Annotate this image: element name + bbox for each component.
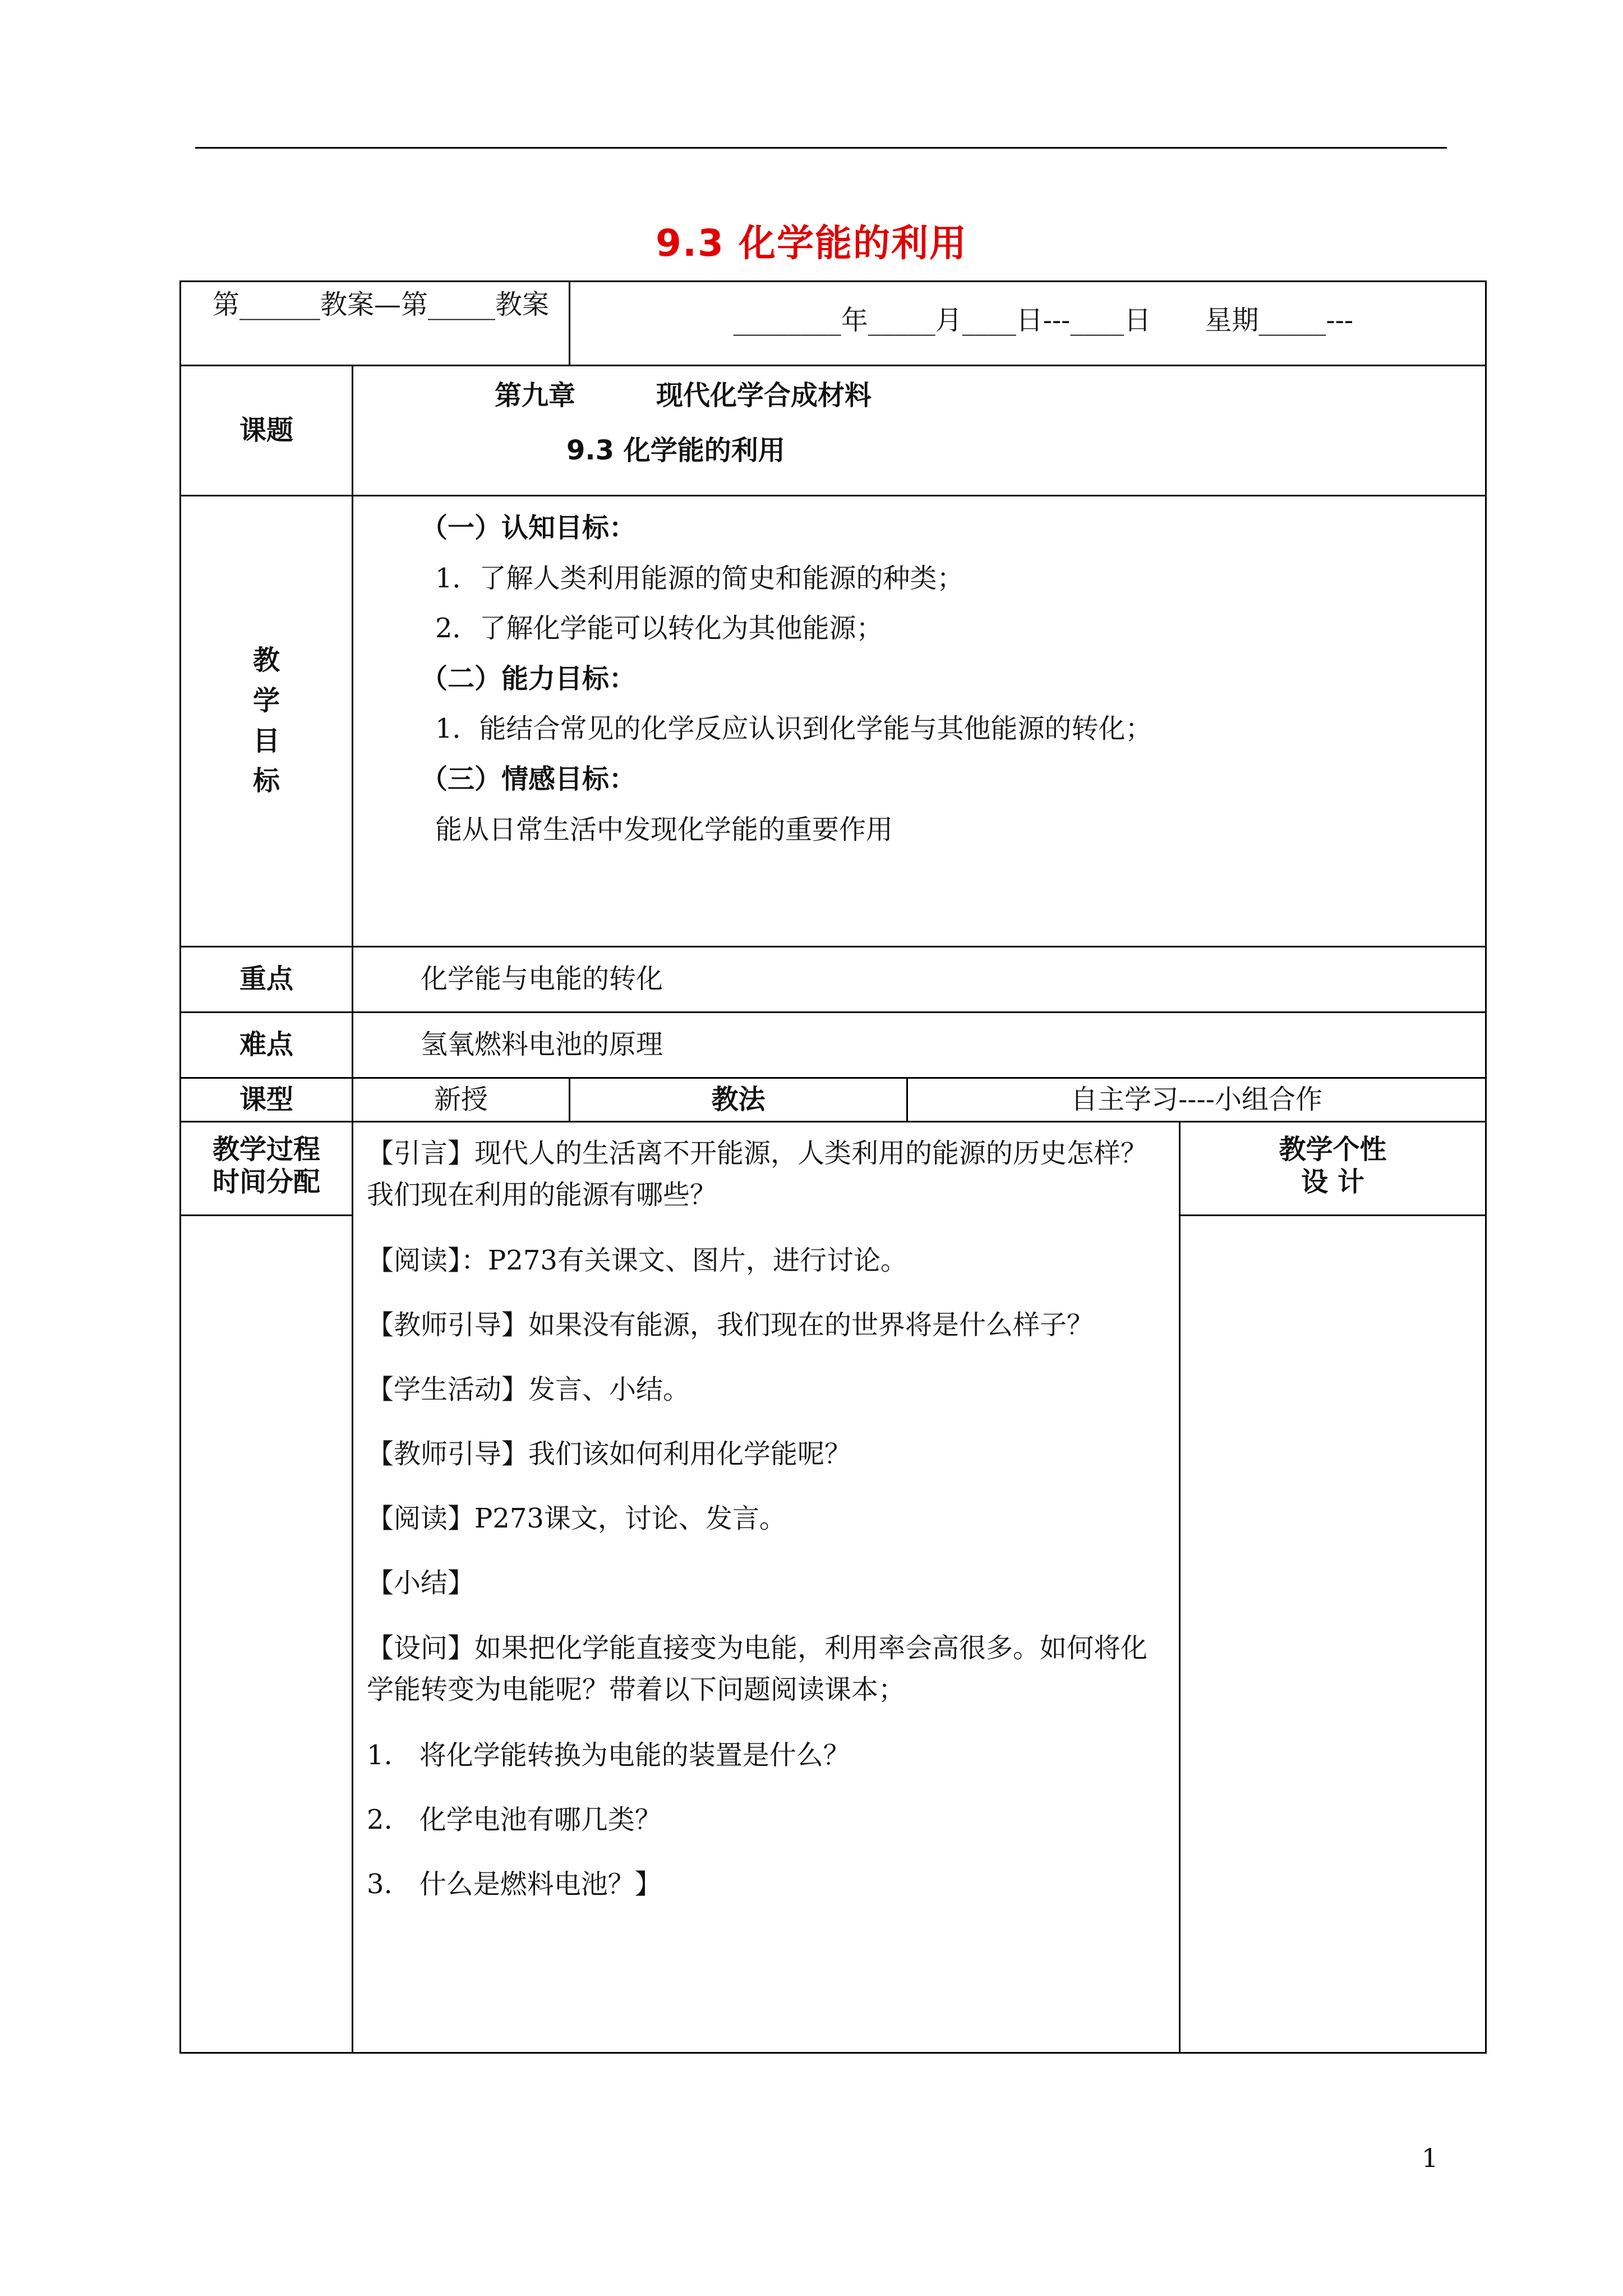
objective-heading-cognitive: （一）认知目标： — [421, 512, 637, 544]
process-time-header-line: 教学过程 — [212, 1134, 320, 1165]
lesson-type-label: 课型 — [181, 1078, 353, 1122]
objective-item: 1．了解人类利用能源的简史和能源的种类； — [435, 562, 964, 594]
process-time-header — [181, 1122, 353, 1216]
personal-design-header-line: 教学个性 — [1279, 1134, 1387, 1165]
key-point-text: 化学能与电能的转化 — [353, 947, 1486, 1013]
objective-item: 1．能结合常见的化学反应认识到化学能与其他能源的转化； — [435, 713, 1152, 745]
objectives-label-char: 学 — [252, 684, 280, 716]
teaching-method-value: 自主学习----小组合作 — [907, 1078, 1486, 1122]
personal-design-header — [1180, 1122, 1486, 1216]
process-paragraph: 【阅读】：P273有关课文、图片，进行讨论。 — [367, 1244, 907, 1276]
lesson-number: 第______教案—第_____教案 — [181, 282, 570, 366]
page-number: 1 — [1422, 2143, 1438, 2173]
personal-design-header-line: 设 计 — [1301, 1166, 1364, 1198]
process-header-row — [181, 1122, 1486, 1216]
key-point-label: 重点 — [181, 947, 353, 1013]
difficulty-row — [181, 1013, 1486, 1078]
objectives-row — [181, 496, 1486, 947]
process-paragraph: 【学生活动】发言、小结。 — [367, 1373, 690, 1405]
topic-row — [181, 366, 1486, 496]
process-paragraph: 【教师引导】如果没有能源，我们现在的世界将是什么样子？ — [367, 1309, 1094, 1341]
process-question-item: 2. 化学电池有哪几类？ — [367, 1803, 662, 1835]
difficulty-text: 氢氧燃料电池的原理 — [353, 1013, 1486, 1078]
objectives-content — [353, 496, 1486, 947]
topic-section: 9.3 化学能的利用 — [566, 434, 785, 466]
topic-chapter: 第九章 现代化学合成材料 — [495, 380, 872, 411]
lesson-type-value: 新授 — [353, 1078, 570, 1122]
document-title: 9.3 化学能的利用 — [656, 222, 967, 265]
date-line: ________年_____月____日---____日 星期_____--- — [570, 282, 1486, 366]
objectives-label — [181, 496, 353, 947]
objective-heading-emotion: （三）情感目标： — [421, 763, 637, 795]
process-paragraph: 【教师引导】我们该如何利用化学能呢？ — [367, 1438, 852, 1470]
objective-item: 能从日常生活中发现化学能的重要作用 — [435, 813, 893, 845]
process-intro: 【引言】现代人的生活离不开能源，人类利用的能源的历史怎样？我们现在利用的能源有哪些？ — [367, 1138, 1148, 1211]
topic-content — [353, 366, 1486, 496]
time-allocation-cell — [181, 1216, 353, 2053]
key-point-row — [181, 947, 1486, 1013]
objectives-label-char: 目 — [252, 725, 280, 757]
teaching-process-content — [353, 1122, 1180, 2053]
lesson-plan-table — [179, 280, 1487, 2054]
process-question-item: 3. 什么是燃料电池？】 — [367, 1868, 662, 1900]
process-paragraph: 【小结】 — [367, 1567, 475, 1599]
process-time-header-line: 时间分配 — [212, 1166, 320, 1198]
personal-design-cell — [1180, 1216, 1486, 2053]
process-question: 【设问】如果把化学能直接变为电能，利用率会高很多。如何将化学能转变为电能呢？带着以下问题阅读课本； — [367, 1632, 1148, 1706]
teaching-method-label: 教法 — [570, 1078, 907, 1122]
objectives-label-char: 标 — [252, 765, 280, 797]
topic-label: 课题 — [181, 366, 353, 496]
header-row — [181, 282, 1486, 366]
process-paragraph: 【阅读】P273课文，讨论、发言。 — [367, 1502, 786, 1534]
header-rule — [195, 147, 1447, 149]
objectives-label-char: 教 — [252, 645, 280, 677]
objective-heading-ability: （二）能力目标： — [421, 662, 637, 694]
difficulty-label: 难点 — [181, 1013, 353, 1078]
lesson-type-row — [181, 1078, 1486, 1122]
process-question-item: 1. 将化学能转换为电能的装置是什么？ — [367, 1739, 850, 1771]
objective-item: 2．了解化学能可以转化为其他能源； — [435, 613, 883, 645]
